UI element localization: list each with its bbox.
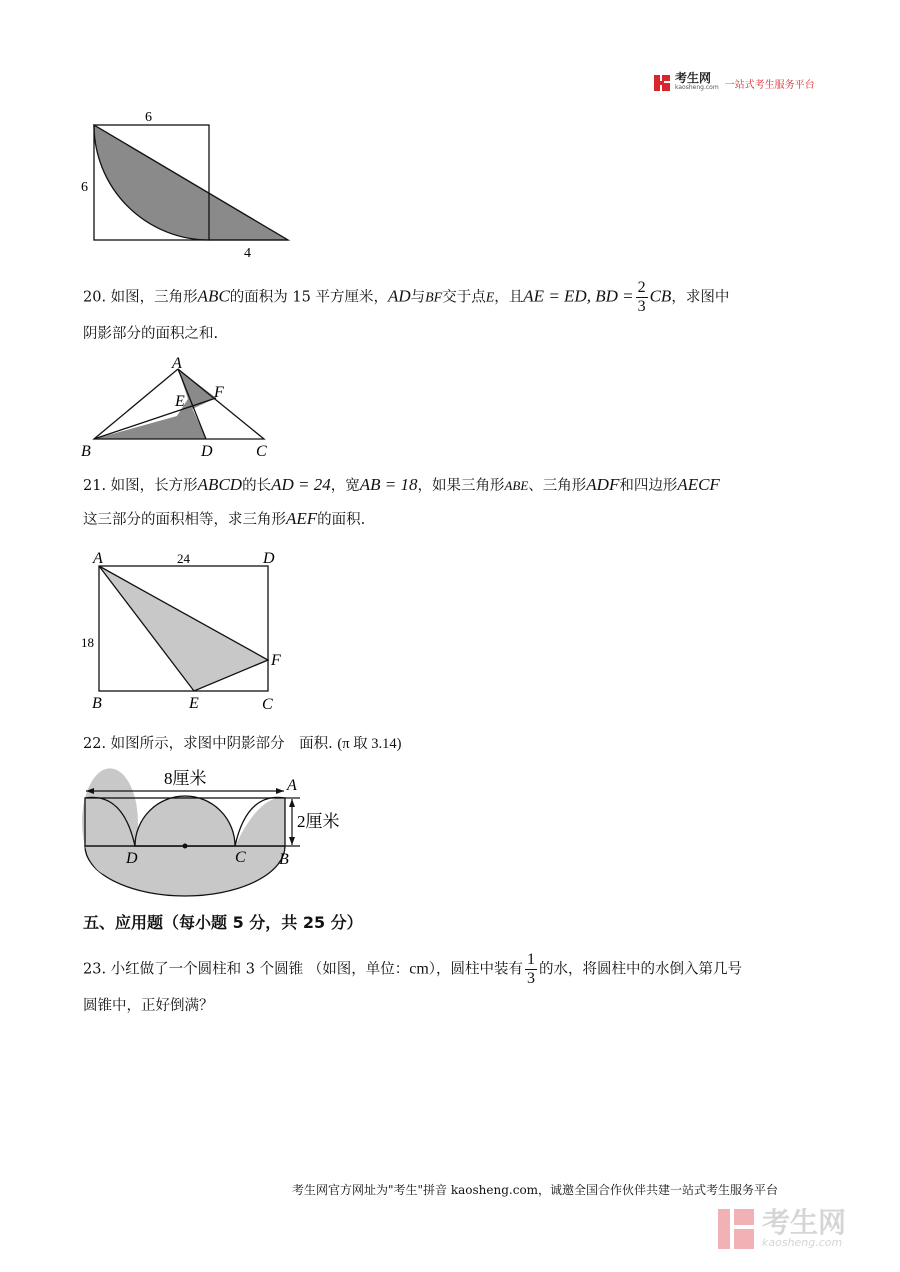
fig22-label-d: D xyxy=(126,850,138,867)
watermark-logo-icon xyxy=(716,1207,756,1251)
fig19-label-left: 6 xyxy=(81,180,88,195)
q23-line2: 圆锥中，正好倒满？ xyxy=(83,998,214,1014)
q23-unit: cm xyxy=(409,960,429,978)
q20-math-e: E xyxy=(485,290,495,306)
q21-math-aef: AEF xyxy=(286,509,318,528)
q23-text: ），圆柱中装有 xyxy=(428,961,524,978)
q21-math-ad: AD = 24 xyxy=(271,475,331,494)
q22-pi-note: (π 取 3.14) xyxy=(337,736,402,752)
footer-text: 考生网官方网址为"考生"拼音 kaosheng.com，诚邀全国合作伙伴共建一站式考生服务平台 xyxy=(292,1183,779,1197)
fig21-label-left: 18 xyxy=(81,635,94,650)
fig19-label-bottom: 4 xyxy=(244,246,251,261)
q20-math-abc: ABC xyxy=(197,286,230,306)
header-slogan: 一站式考生服务平台 xyxy=(724,79,815,91)
fig21-shaded-triangle xyxy=(99,566,268,691)
q20-math-ad: AD xyxy=(387,286,411,306)
fig21-label-top: 24 xyxy=(177,551,190,566)
fig22-middle-lobe xyxy=(135,796,235,846)
header-logo[interactable] xyxy=(652,72,815,94)
fig22-center-dot xyxy=(183,844,188,849)
section-title: 五、应用题（每小题 5 分，共 25 分） xyxy=(83,913,363,932)
q21-number: 21. xyxy=(83,478,107,494)
question-21 xyxy=(83,474,720,497)
q23-number: 23. xyxy=(83,961,107,978)
figure-q20 xyxy=(78,355,288,460)
fig22-width-label: 8厘米 xyxy=(164,769,207,788)
q22-text: 如图所示，求图中阴影部分 面积. xyxy=(110,736,333,752)
fig22-label-a: A xyxy=(287,777,297,794)
q20-math-bf: BF xyxy=(425,290,443,306)
q21-text: 、三角形 xyxy=(528,478,587,494)
q21-math-ab: AB = 18 xyxy=(359,475,418,494)
fig21-label-a: A xyxy=(93,550,103,567)
q20-fraction xyxy=(636,279,648,316)
logo-name: 考生网 xyxy=(675,71,712,85)
q21-text: 的长 xyxy=(242,478,272,494)
q21-math-abe: ABE xyxy=(504,478,529,493)
q20-text: 交于点 xyxy=(442,289,486,306)
q21-math-aecf: AECF xyxy=(677,475,720,494)
fig20-label-c: C xyxy=(256,443,267,460)
watermark-name: 考生网 xyxy=(762,1206,847,1239)
q23-fraction xyxy=(525,951,537,988)
q20-number: 20. xyxy=(83,289,107,306)
q20-line2: 阴影部分的面积之和. xyxy=(83,326,219,342)
q20-text: ，求图中 xyxy=(671,289,730,306)
q21-text: 的面积. xyxy=(317,512,366,528)
question-22 xyxy=(83,733,402,755)
fig21-label-c: C xyxy=(262,696,273,713)
fig20-label-a: A xyxy=(172,355,182,372)
question-23 xyxy=(83,951,742,988)
fig22-label-c: C xyxy=(235,849,246,866)
q21-text: 和四边形 xyxy=(619,478,678,494)
fig19-shaded-region xyxy=(94,125,288,240)
q21-text: ，如果三角形 xyxy=(417,478,505,494)
q21-text: ，宽 xyxy=(330,478,360,494)
q23-text: 小红做了一个圆柱和 3 个圆锥 （如图，单位： xyxy=(110,961,410,978)
question-20 xyxy=(83,279,729,316)
q23-text: 的水，将圆柱中的水倒入第几号 xyxy=(539,961,743,978)
fig22-arrowhead-down xyxy=(289,837,295,845)
q20-math-eq: AE = ED, BD = xyxy=(523,286,634,306)
fig19-label-top: 6 xyxy=(145,110,152,125)
fig22-arrowhead-up xyxy=(289,799,295,807)
fig21-label-f: F xyxy=(271,652,281,669)
fig20-label-e: E xyxy=(175,393,185,410)
fig21-label-e: E xyxy=(189,695,199,712)
fig22-arrowhead-right xyxy=(276,788,284,794)
q22-number: 22. xyxy=(83,736,107,752)
figure-q21 xyxy=(78,547,298,717)
q20-text: 的面积为 15 平方厘米， xyxy=(229,289,388,306)
figure-q22 xyxy=(78,762,368,902)
figure-q19 xyxy=(78,105,308,265)
fig20-label-d: D xyxy=(201,443,213,460)
watermark-domain: kaosheng.com xyxy=(762,1236,843,1249)
q21-line2 xyxy=(83,508,365,531)
q20-text: ，且 xyxy=(494,289,524,306)
fig21-label-b: B xyxy=(92,695,102,712)
fig20-label-f: F xyxy=(214,384,224,401)
q20-text: 与 xyxy=(410,289,426,306)
q21-text: 如图，长方形 xyxy=(110,478,198,494)
q20-math-cb: CB xyxy=(649,286,672,306)
fig22-height-label: 2厘米 xyxy=(297,812,340,831)
q20-text: 如图，三角形 xyxy=(110,289,198,306)
q21-math-abcd: ABCD xyxy=(197,475,243,494)
q21-math-adf: ADF xyxy=(586,475,620,494)
fig22-label-b: B xyxy=(279,851,289,868)
fig20-label-b: B xyxy=(81,443,91,460)
logo-domain: kaosheng.com xyxy=(675,84,719,91)
q20-frac-num: 2 xyxy=(637,279,646,296)
fig21-label-d: D xyxy=(263,550,275,567)
q23-frac-den: 3 xyxy=(527,970,536,987)
q21-text: 这三部分的面积相等，求三角形 xyxy=(83,512,286,528)
q20-frac-den: 3 xyxy=(637,298,646,315)
watermark xyxy=(716,1207,846,1251)
q23-frac-num: 1 xyxy=(527,951,536,968)
logo-icon xyxy=(652,73,672,93)
